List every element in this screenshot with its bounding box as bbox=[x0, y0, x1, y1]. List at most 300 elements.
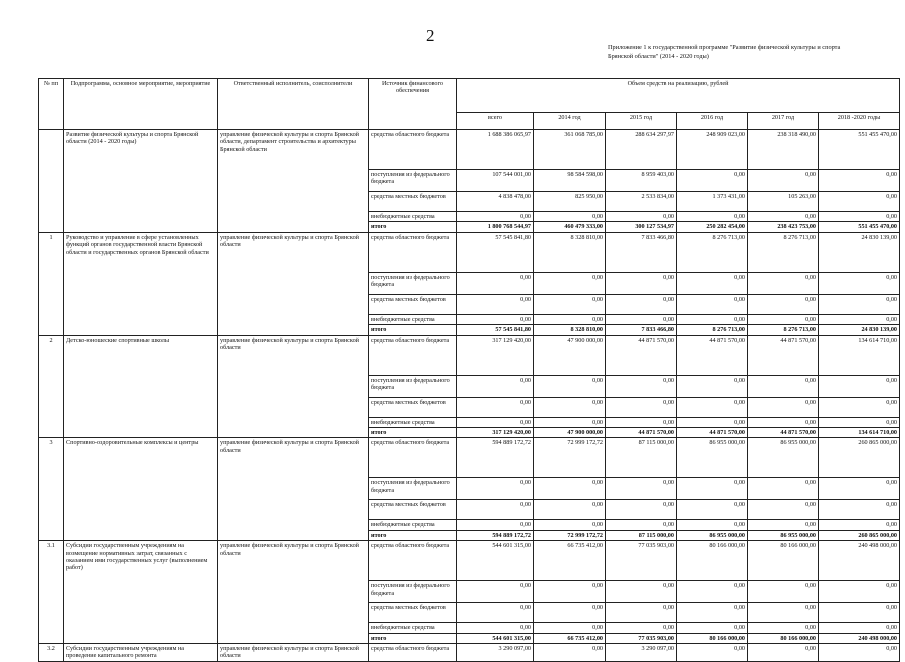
amount-cell: 72 999 172,72 bbox=[534, 438, 606, 478]
amount-cell: 0,00 bbox=[748, 623, 819, 633]
amount-cell: 250 282 454,00 bbox=[677, 222, 748, 232]
activity-name bbox=[64, 581, 218, 603]
header-executor: Ответственный исполнитель, соисполнители bbox=[218, 79, 369, 130]
activity-name: Субсидии государственным учреждениям на проведение капитального ремонта bbox=[64, 644, 218, 662]
amount-cell: 24 830 139,00 bbox=[819, 232, 900, 272]
activity-name bbox=[64, 603, 218, 623]
amount-cell: 44 871 570,00 bbox=[748, 335, 819, 375]
amount-cell: 0,00 bbox=[606, 314, 677, 324]
amount-cell: 238 423 753,00 bbox=[748, 222, 819, 232]
amount-cell: 238 318 490,00 bbox=[748, 130, 819, 170]
amount-cell: 98 584 598,00 bbox=[534, 170, 606, 192]
executor: управление физической культуры и спорта Брянской области bbox=[218, 644, 369, 662]
amount-cell: 0,00 bbox=[606, 478, 677, 500]
executor bbox=[218, 633, 369, 643]
amount-cell: 3 290 097,00 bbox=[606, 644, 677, 662]
executor bbox=[218, 530, 369, 540]
amount-cell: 8 276 713,00 bbox=[677, 232, 748, 272]
activity-name: Руководство и управление в сфере установленных функций органов государственной власти Брянской области и государственных органов Брянской области bbox=[64, 232, 218, 272]
funding-source: средства областного бюджета bbox=[369, 438, 457, 478]
amount-cell: 0,00 bbox=[748, 500, 819, 520]
executor bbox=[218, 222, 369, 232]
amount-cell: 551 455 470,00 bbox=[819, 130, 900, 170]
amount-cell: 594 889 172,72 bbox=[457, 438, 534, 478]
amount-cell: 317 129 420,00 bbox=[457, 335, 534, 375]
amount-cell: 0,00 bbox=[534, 581, 606, 603]
executor bbox=[218, 603, 369, 623]
executor: управление физической культуры и спорта Брянской области bbox=[218, 438, 369, 478]
amount-cell: 317 129 420,00 bbox=[457, 428, 534, 438]
amount-cell: 44 871 570,00 bbox=[606, 335, 677, 375]
header-year-2014: 2014 год bbox=[534, 113, 606, 130]
amount-cell: 80 166 000,00 bbox=[677, 633, 748, 643]
amount-cell: 0,00 bbox=[819, 603, 900, 623]
amount-cell: 0,00 bbox=[606, 397, 677, 417]
amount-cell: 8 276 713,00 bbox=[748, 325, 819, 335]
amount-cell: 0,00 bbox=[748, 603, 819, 623]
row-number bbox=[39, 581, 64, 603]
amount-cell: 0,00 bbox=[819, 170, 900, 192]
amount-cell: 248 909 023,00 bbox=[677, 130, 748, 170]
activity-name bbox=[64, 170, 218, 192]
activity-name bbox=[64, 397, 218, 417]
amount-cell: 0,00 bbox=[534, 294, 606, 314]
table-row bbox=[39, 232, 900, 272]
table-row bbox=[39, 520, 900, 530]
amount-cell: 57 545 841,80 bbox=[457, 325, 534, 335]
amount-cell: 0,00 bbox=[534, 500, 606, 520]
activity-name bbox=[64, 478, 218, 500]
funding-source: средства местных бюджетов bbox=[369, 603, 457, 623]
amount-cell: 80 166 000,00 bbox=[748, 633, 819, 643]
page-number: 2 bbox=[426, 26, 435, 45]
executor bbox=[218, 397, 369, 417]
executor bbox=[218, 478, 369, 500]
funding-source: внебюджетные средства bbox=[369, 623, 457, 633]
amount-cell: 0,00 bbox=[606, 520, 677, 530]
amount-cell: 594 889 172,72 bbox=[457, 530, 534, 540]
amount-cell: 86 955 000,00 bbox=[748, 530, 819, 540]
amount-cell: 0,00 bbox=[819, 397, 900, 417]
amount-cell: 47 900 000,00 bbox=[534, 335, 606, 375]
row-number bbox=[39, 294, 64, 314]
amount-cell: 0,00 bbox=[819, 581, 900, 603]
amount-cell: 0,00 bbox=[677, 478, 748, 500]
table-row bbox=[39, 272, 900, 294]
amount-cell: 44 871 570,00 bbox=[677, 335, 748, 375]
row-number bbox=[39, 623, 64, 633]
amount-cell: 300 127 534,97 bbox=[606, 222, 677, 232]
amount-cell: 0,00 bbox=[748, 520, 819, 530]
executor bbox=[218, 581, 369, 603]
funding-table bbox=[38, 78, 900, 662]
amount-cell: 0,00 bbox=[748, 644, 819, 662]
executor bbox=[218, 375, 369, 397]
table-row bbox=[39, 644, 900, 662]
row-number bbox=[39, 633, 64, 643]
table-body bbox=[39, 79, 900, 662]
amount-cell: 825 950,00 bbox=[534, 192, 606, 212]
amount-cell: 0,00 bbox=[677, 500, 748, 520]
row-number bbox=[39, 520, 64, 530]
amount-cell: 0,00 bbox=[748, 478, 819, 500]
amount-cell: 0,00 bbox=[457, 212, 534, 222]
executor bbox=[218, 212, 369, 222]
amount-cell: 0,00 bbox=[819, 478, 900, 500]
amount-cell: 0,00 bbox=[534, 603, 606, 623]
table-row bbox=[39, 375, 900, 397]
table-row bbox=[39, 222, 900, 232]
amount-cell: 0,00 bbox=[457, 417, 534, 427]
amount-cell: 0,00 bbox=[677, 417, 748, 427]
amount-cell: 0,00 bbox=[534, 478, 606, 500]
amount-cell: 460 479 333,00 bbox=[534, 222, 606, 232]
amount-cell: 0,00 bbox=[677, 397, 748, 417]
funding-source: внебюджетные средства bbox=[369, 520, 457, 530]
funding-source: итого bbox=[369, 325, 457, 335]
amount-cell: 4 838 478,00 bbox=[457, 192, 534, 212]
amount-cell: 8 328 810,00 bbox=[534, 232, 606, 272]
table-row bbox=[39, 192, 900, 212]
executor bbox=[218, 170, 369, 192]
row-number bbox=[39, 500, 64, 520]
amount-cell: 0,00 bbox=[457, 520, 534, 530]
amount-cell: 0,00 bbox=[457, 375, 534, 397]
row-number bbox=[39, 325, 64, 335]
header-year-2015: 2015 год bbox=[606, 113, 677, 130]
amount-cell: 0,00 bbox=[819, 500, 900, 520]
amount-cell: 260 865 000,00 bbox=[819, 530, 900, 540]
funding-source: итого bbox=[369, 633, 457, 643]
row-number bbox=[39, 375, 64, 397]
amount-cell: 0,00 bbox=[677, 603, 748, 623]
amount-cell: 0,00 bbox=[819, 212, 900, 222]
amount-cell: 0,00 bbox=[534, 520, 606, 530]
activity-name bbox=[64, 500, 218, 520]
table-row bbox=[39, 500, 900, 520]
amount-cell: 0,00 bbox=[677, 644, 748, 662]
amount-cell: 0,00 bbox=[606, 500, 677, 520]
activity-name bbox=[64, 633, 218, 643]
funding-source: внебюджетные средства bbox=[369, 417, 457, 427]
executor bbox=[218, 428, 369, 438]
activity-name bbox=[64, 530, 218, 540]
row-number bbox=[39, 130, 64, 170]
amount-cell: 105 263,00 bbox=[748, 192, 819, 212]
header-no: № пп bbox=[39, 79, 64, 130]
amount-cell: 0,00 bbox=[748, 272, 819, 294]
header-source: Источник финансового обеспечения bbox=[369, 79, 457, 130]
amount-cell: 0,00 bbox=[677, 314, 748, 324]
funding-source: поступления из федерального бюджета bbox=[369, 272, 457, 294]
amount-cell: 44 871 570,00 bbox=[606, 428, 677, 438]
row-number: 3 bbox=[39, 438, 64, 478]
amount-cell: 0,00 bbox=[606, 417, 677, 427]
row-number bbox=[39, 478, 64, 500]
activity-name bbox=[64, 222, 218, 232]
amount-cell: 77 035 903,00 bbox=[606, 541, 677, 581]
amount-cell: 44 871 570,00 bbox=[748, 428, 819, 438]
amount-cell: 0,00 bbox=[677, 520, 748, 530]
amount-cell: 0,00 bbox=[457, 500, 534, 520]
amount-cell: 0,00 bbox=[457, 294, 534, 314]
amount-cell: 7 833 466,80 bbox=[606, 232, 677, 272]
amount-cell: 47 900 000,00 bbox=[534, 428, 606, 438]
row-number: 1 bbox=[39, 232, 64, 272]
funding-source: средства областного бюджета bbox=[369, 335, 457, 375]
amount-cell: 8 959 403,00 bbox=[606, 170, 677, 192]
row-number bbox=[39, 314, 64, 324]
table-row bbox=[39, 335, 900, 375]
executor: управление физической культуры и спорта Брянской области, департамент строительства и архитектуры Брянской области bbox=[218, 130, 369, 170]
amount-cell: 0,00 bbox=[534, 375, 606, 397]
amount-cell: 0,00 bbox=[534, 212, 606, 222]
table-row bbox=[39, 325, 900, 335]
amount-cell: 0,00 bbox=[677, 375, 748, 397]
header-year-2016: 2016 год bbox=[677, 113, 748, 130]
funding-source: средства местных бюджетов bbox=[369, 192, 457, 212]
funding-source: внебюджетные средства bbox=[369, 212, 457, 222]
table-row bbox=[39, 633, 900, 643]
executor bbox=[218, 294, 369, 314]
amount-cell: 0,00 bbox=[677, 581, 748, 603]
executor bbox=[218, 623, 369, 633]
amount-cell: 0,00 bbox=[534, 644, 606, 662]
amount-cell: 72 999 172,72 bbox=[534, 530, 606, 540]
funding-source: средства областного бюджета bbox=[369, 130, 457, 170]
row-number bbox=[39, 170, 64, 192]
amount-cell: 0,00 bbox=[457, 581, 534, 603]
amount-cell: 3 290 097,00 bbox=[457, 644, 534, 662]
amount-cell: 0,00 bbox=[606, 603, 677, 623]
amount-cell: 57 545 841,80 bbox=[457, 232, 534, 272]
amount-cell: 1 688 386 065,97 bbox=[457, 130, 534, 170]
amount-cell: 0,00 bbox=[748, 581, 819, 603]
amount-cell: 66 735 412,00 bbox=[534, 541, 606, 581]
amount-cell: 7 833 466,80 bbox=[606, 325, 677, 335]
row-number bbox=[39, 272, 64, 294]
amount-cell: 0,00 bbox=[819, 375, 900, 397]
amount-cell: 77 035 903,00 bbox=[606, 633, 677, 643]
funding-source: внебюджетные средства bbox=[369, 314, 457, 324]
row-number bbox=[39, 212, 64, 222]
activity-name: Детско-юношеские спортивные школы bbox=[64, 335, 218, 375]
amount-cell: 0,00 bbox=[748, 375, 819, 397]
row-number bbox=[39, 192, 64, 212]
amount-cell: 0,00 bbox=[677, 623, 748, 633]
row-number: 2 bbox=[39, 335, 64, 375]
amount-cell: 0,00 bbox=[457, 272, 534, 294]
header-year-2017: 2017 год bbox=[748, 113, 819, 130]
table-row bbox=[39, 397, 900, 417]
amount-cell: 0,00 bbox=[819, 272, 900, 294]
executor: управление физической культуры и спорта Брянской области bbox=[218, 541, 369, 581]
executor bbox=[218, 325, 369, 335]
funding-source: средства местных бюджетов bbox=[369, 294, 457, 314]
activity-name bbox=[64, 294, 218, 314]
executor: управление физической культуры и спорта Брянской области bbox=[218, 335, 369, 375]
amount-cell: 80 166 000,00 bbox=[748, 541, 819, 581]
amount-cell: 107 544 001,00 bbox=[457, 170, 534, 192]
activity-name bbox=[64, 428, 218, 438]
table-row bbox=[39, 314, 900, 324]
funding-source: средства областного бюджета bbox=[369, 644, 457, 662]
amount-cell: 0,00 bbox=[457, 478, 534, 500]
amount-cell: 0,00 bbox=[606, 272, 677, 294]
executor bbox=[218, 500, 369, 520]
executor bbox=[218, 417, 369, 427]
amount-cell: 0,00 bbox=[457, 314, 534, 324]
amount-cell: 1 800 768 544,97 bbox=[457, 222, 534, 232]
amount-cell: 0,00 bbox=[606, 623, 677, 633]
amount-cell: 240 498 000,00 bbox=[819, 633, 900, 643]
table-row bbox=[39, 541, 900, 581]
appendix-line-1: Приложение 1 к государственной программе "Развитие физической культуры и спорта bbox=[608, 44, 841, 51]
amount-cell: 87 115 000,00 bbox=[606, 530, 677, 540]
appendix-line-2: Брянской области" (2014 - 2020 годы) bbox=[608, 53, 709, 60]
amount-cell: 0,00 bbox=[677, 294, 748, 314]
funding-source: поступления из федерального бюджета bbox=[369, 375, 457, 397]
amount-cell: 0,00 bbox=[457, 397, 534, 417]
header-row bbox=[39, 79, 900, 113]
amount-cell: 0,00 bbox=[606, 294, 677, 314]
executor bbox=[218, 314, 369, 324]
amount-cell: 86 955 000,00 bbox=[748, 438, 819, 478]
row-number bbox=[39, 428, 64, 438]
activity-name bbox=[64, 212, 218, 222]
amount-cell: 0,00 bbox=[606, 375, 677, 397]
amount-cell: 24 830 139,00 bbox=[819, 325, 900, 335]
amount-cell: 0,00 bbox=[606, 212, 677, 222]
activity-name bbox=[64, 375, 218, 397]
amount-cell: 0,00 bbox=[819, 623, 900, 633]
amount-cell: 0,00 bbox=[819, 520, 900, 530]
appendix-note bbox=[608, 43, 898, 61]
amount-cell: 0,00 bbox=[457, 623, 534, 633]
amount-cell: 361 068 785,00 bbox=[534, 130, 606, 170]
table-row bbox=[39, 603, 900, 623]
table-row bbox=[39, 130, 900, 170]
amount-cell: 0,00 bbox=[534, 314, 606, 324]
funding-source: поступления из федерального бюджета bbox=[369, 170, 457, 192]
amount-cell: 0,00 bbox=[819, 314, 900, 324]
funding-source: поступления из федерального бюджета bbox=[369, 478, 457, 500]
funding-source: средства областного бюджета bbox=[369, 541, 457, 581]
amount-cell: 0,00 bbox=[534, 417, 606, 427]
table-row bbox=[39, 530, 900, 540]
table-row bbox=[39, 428, 900, 438]
amount-cell: 0,00 bbox=[748, 397, 819, 417]
table-row bbox=[39, 581, 900, 603]
amount-cell: 8 276 713,00 bbox=[677, 325, 748, 335]
activity-name bbox=[64, 417, 218, 427]
row-number: 3.2 bbox=[39, 644, 64, 662]
amount-cell: 8 328 810,00 bbox=[534, 325, 606, 335]
amount-cell: 260 865 000,00 bbox=[819, 438, 900, 478]
amount-cell: 0,00 bbox=[534, 623, 606, 633]
row-number: 3.1 bbox=[39, 541, 64, 581]
activity-name: Спортивно-оздоровительные комплексы и центры bbox=[64, 438, 218, 478]
executor bbox=[218, 520, 369, 530]
activity-name bbox=[64, 314, 218, 324]
amount-cell: 86 955 000,00 bbox=[677, 530, 748, 540]
funding-source: средства местных бюджетов bbox=[369, 500, 457, 520]
row-number bbox=[39, 530, 64, 540]
amount-cell: 66 735 412,00 bbox=[534, 633, 606, 643]
amount-cell: 0,00 bbox=[748, 314, 819, 324]
funding-source: итого bbox=[369, 428, 457, 438]
amount-cell: 0,00 bbox=[748, 170, 819, 192]
table-row bbox=[39, 438, 900, 478]
amount-cell: 0,00 bbox=[819, 644, 900, 662]
amount-cell: 134 614 710,00 bbox=[819, 428, 900, 438]
funding-source: итого bbox=[369, 530, 457, 540]
executor bbox=[218, 192, 369, 212]
executor: управление физической культуры и спорта Брянской области bbox=[218, 232, 369, 272]
header-year-total: всего bbox=[457, 113, 534, 130]
amount-cell: 0,00 bbox=[457, 603, 534, 623]
amount-cell: 0,00 bbox=[748, 417, 819, 427]
activity-name bbox=[64, 520, 218, 530]
funding-source: поступления из федерального бюджета bbox=[369, 581, 457, 603]
amount-cell: 80 166 000,00 bbox=[677, 541, 748, 581]
row-number bbox=[39, 222, 64, 232]
amount-cell: 544 601 315,00 bbox=[457, 633, 534, 643]
amount-cell: 1 373 431,00 bbox=[677, 192, 748, 212]
funding-source: итого bbox=[369, 222, 457, 232]
amount-cell: 0,00 bbox=[819, 192, 900, 212]
header-year-2018-2020: 2018 -2020 годы bbox=[819, 113, 900, 130]
table-row bbox=[39, 170, 900, 192]
header-name: Подпрограмма, основное мероприятие, мероприятие bbox=[64, 79, 218, 130]
amount-cell: 44 871 570,00 bbox=[677, 428, 748, 438]
activity-name bbox=[64, 623, 218, 633]
amount-cell: 0,00 bbox=[606, 581, 677, 603]
table-row bbox=[39, 478, 900, 500]
table-row bbox=[39, 294, 900, 314]
header-volume: Объем средств на реализацию, рублей bbox=[457, 79, 900, 113]
amount-cell: 8 276 713,00 bbox=[748, 232, 819, 272]
activity-name bbox=[64, 272, 218, 294]
executor bbox=[218, 272, 369, 294]
amount-cell: 2 533 834,00 bbox=[606, 192, 677, 212]
amount-cell: 87 115 000,00 bbox=[606, 438, 677, 478]
amount-cell: 0,00 bbox=[677, 272, 748, 294]
amount-cell: 86 955 000,00 bbox=[677, 438, 748, 478]
amount-cell: 0,00 bbox=[819, 294, 900, 314]
row-number bbox=[39, 417, 64, 427]
activity-name bbox=[64, 192, 218, 212]
funding-source: средства местных бюджетов bbox=[369, 397, 457, 417]
amount-cell: 544 601 315,00 bbox=[457, 541, 534, 581]
amount-cell: 0,00 bbox=[534, 272, 606, 294]
row-number bbox=[39, 397, 64, 417]
amount-cell: 0,00 bbox=[748, 294, 819, 314]
amount-cell: 240 498 000,00 bbox=[819, 541, 900, 581]
activity-name: Развитие физической культуры и спорта Брянской области (2014 - 2020 годы) bbox=[64, 130, 218, 170]
amount-cell: 0,00 bbox=[819, 417, 900, 427]
table-row bbox=[39, 212, 900, 222]
amount-cell: 0,00 bbox=[748, 212, 819, 222]
table-row bbox=[39, 623, 900, 633]
amount-cell: 0,00 bbox=[677, 212, 748, 222]
amount-cell: 288 634 297,97 bbox=[606, 130, 677, 170]
activity-name: Субсидии государственным учреждениям на возмещение нормативных затрат, связанных с оказанием ими государственных услуг (выполнением работ) bbox=[64, 541, 218, 581]
amount-cell: 134 614 710,00 bbox=[819, 335, 900, 375]
amount-cell: 551 455 470,00 bbox=[819, 222, 900, 232]
funding-source: средства областного бюджета bbox=[369, 232, 457, 272]
amount-cell: 0,00 bbox=[534, 397, 606, 417]
